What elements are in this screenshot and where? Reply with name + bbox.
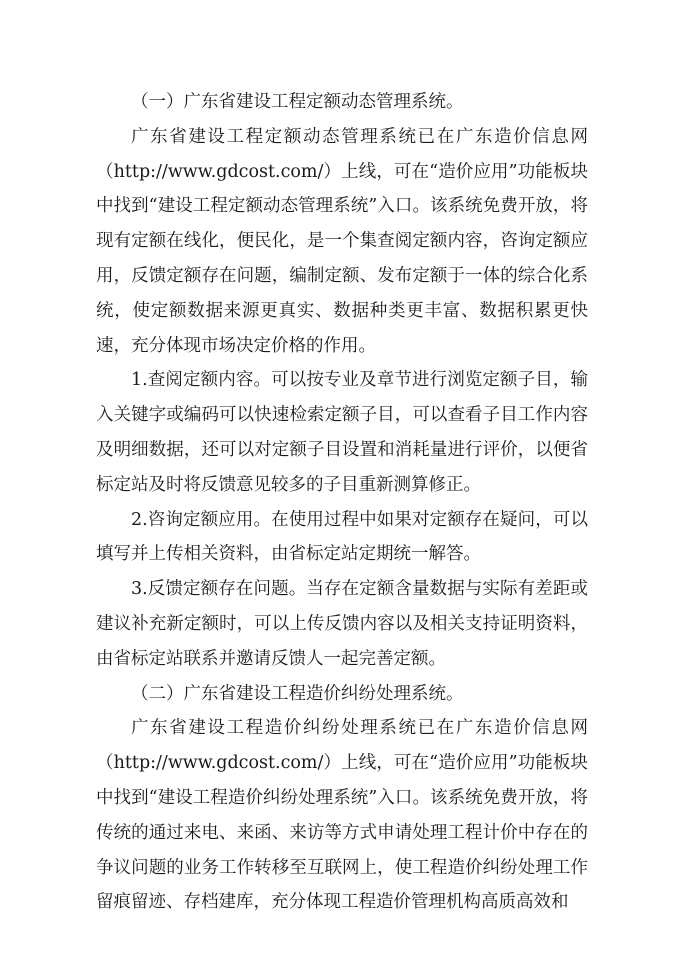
paragraph-consult-quota: 2.咨询定额应用。在使用过程中如果对定额存在疑问，可以填写并上传相关资料，由省标定站定期统一解答。 (96, 509, 588, 565)
paragraph-quota-system-intro: 广东省建设工程定额动态管理系统已在广东造价信息网（http://www.gdcost.com/）上线，可在“造价应用”功能板块中找到“建设工程定额动态管理系统”入口。该系统免费开放，将现有定额在线化，便民化，是一个集查阅定额内容，咨询定额应用，反馈定额存在问题，编制定额、发布定额于一体的综合化系统，使定额数据来源更真实、数据种类更丰富、数据积累更快速，充分体现市场决定价格的作用。 (96, 126, 588, 356)
document-body (96, 85, 588, 920)
paragraph-dispute-system-intro: 广东省建设工程造价纠纷处理系统已在广东造价信息网（http://www.gdcost.com/）上线，可在“造价应用”功能板块中找到“建设工程造价纠纷处理系统”入口。该系统免费开放，将传统的通过来电、来函、来访等方式申请处理工程计价中存在的争议问题的业务工作转移至互联网上，使工程造价纠纷处理工作留痕留迹、存档建库，充分体现工程造价管理机构高质高效和 (96, 718, 588, 913)
paragraph-feedback-quota: 3.反馈定额存在问题。当存在定额含量数据与实际有差距或建议补充新定额时，可以上传反馈内容以及相关支持证明资料，由省标定站联系并邀请反馈人一起完善定额。 (96, 579, 588, 669)
section-heading-quota-system: （一）广东省建设工程定额动态管理系统。 (131, 92, 464, 112)
paragraph-view-quota: 1.查阅定额内容。可以按专业及章节进行浏览定额子目，输入关键字或编码可以快速检索定额子目，可以查看子目工作内容及明细数据，还可以对定额子目设置和消耗量进行评价，以便省标定站及时将反馈意见较多的子目重新测算修正。 (96, 370, 588, 495)
section-heading-dispute-system: （二）广东省建设工程造价纠纷处理系统。 (131, 683, 464, 704)
